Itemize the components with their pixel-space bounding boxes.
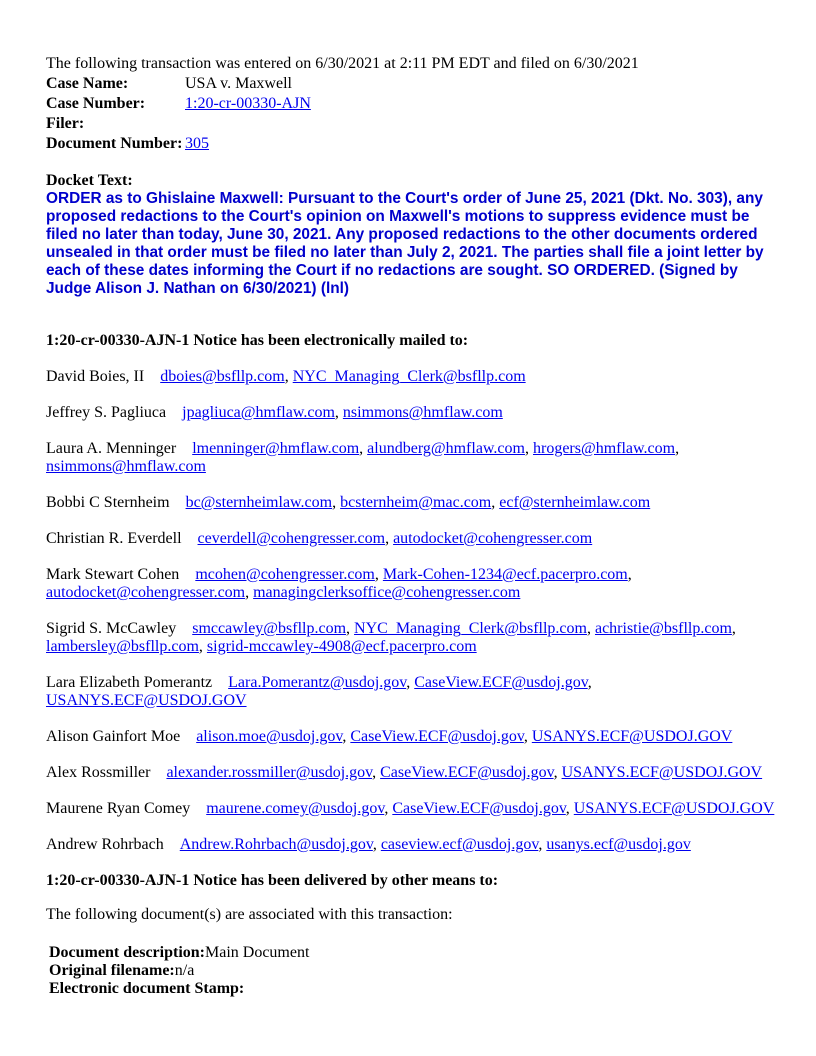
recipient-email-link[interactable]: usanys.ecf@usdoj.gov [546,836,691,853]
recipient-name: Andrew Rohrbach [46,836,164,853]
recipient-email-link[interactable]: jpagliuca@hmflaw.com [182,404,335,421]
recipient-entry: Andrew Rohrbach Andrew.Rohrbach@usdoj.gov, caseview.ecf@usdoj.gov, usanys.ecf@usdoj.gov [46,836,691,853]
recipient-name: Laura A. Menninger [46,440,177,457]
recipient-email-link[interactable]: sigrid-mccawley-4908@ecf.pacerpro.com [206,638,477,655]
recipient-entry: Jeffrey S. Pagliuca jpagliuca@hmflaw.com, nsimmons@hmflaw.com [46,404,503,421]
document-stamp-label: Electronic document Stamp: [49,980,245,997]
document-number-link[interactable]: 305 [185,135,209,152]
recipient-email-link[interactable]: caseview.ecf@usdoj.gov [380,836,539,853]
recipient-email-link[interactable]: achristie@bsfllp.com [594,620,732,637]
recipient-email-link[interactable]: ceverdell@cohengresser.com [197,530,386,547]
recipient-entry: Sigrid S. McCawley smccawley@bsfllp.com, NYC_Managing_Clerk@bsfllp.com, achristie@bsfllp.com, lambersley@bsfllp.com, sigrid-mccawley-4908@ecf.pacerpro.com [46,620,736,655]
case-name-label: Case Name: [46,75,129,92]
recipient-entry: Christian R. Everdell ceverdell@cohengresser.com, autodocket@cohengresser.com [46,530,593,547]
recipient-email-link[interactable]: USANYS.ECF@USDOJ.GOV [531,728,733,745]
recipient-entry: Maurene Ryan Comey maurene.comey@usdoj.gov, CaseView.ECF@usdoj.gov, USANYS.ECF@USDOJ.GOV [46,800,775,817]
document-description-label: Document description: [49,944,205,961]
recipient-name: Alison Gainfort Moe [46,728,181,745]
document-number-row [46,134,311,154]
other-means-heading: 1:20-cr-00330-AJN-1 Notice has been delivered by other means to: [46,872,499,889]
case-name-value: USA v. Maxwell [185,75,292,92]
recipient-email-link[interactable]: bcsternheim@mac.com [340,494,492,511]
recipient-email-link[interactable]: CaseView.ECF@usdoj.gov [414,674,588,691]
filer-value [185,114,311,134]
recipient-email-link[interactable]: alundberg@hmflaw.com [367,440,525,457]
notice-page [46,55,786,998]
recipient-entry: Alison Gainfort Moe alison.moe@usdoj.gov, CaseView.ECF@usdoj.gov, USANYS.ECF@USDOJ.GOV [46,728,733,745]
recipient-name: Christian R. Everdell [46,530,182,547]
recipient-email-link[interactable]: nsimmons@hmflaw.com [342,404,503,421]
transaction-intro: The following transaction was entered on 6/30/2021 at 2:11 PM EDT and filed on 6/30/2021 [46,55,639,72]
recipient-entry: David Boies, II dboies@bsfllp.com, NYC_Managing_Clerk@bsfllp.com [46,368,526,385]
recipient-email-link[interactable]: nsimmons@hmflaw.com [46,458,206,475]
docket-text: ORDER as to Ghislaine Maxwell: Pursuant to the Court's order of June 25, 2021 (Dkt. No. 303), any proposed redactions to the Court's opinion on Maxwell's motions to suppress evidence must be filed no later than today, June 30, 2021. Any proposed redactions to the other documents ordered unsealed in that order must be filed no later than July 2, 2021. The parties shall file a joint letter by each of these dates informing the Court if no redactions are sought. SO ORDERED. (Signed by Judge Alison J. Nathan on 6/30/2021) (lnl) [46,190,764,297]
filer-label: Filer: [46,115,85,132]
recipient-email-link[interactable]: lambersley@bsfllp.com [46,638,199,655]
document-number-label: Document Number: [46,135,183,152]
document-description-value: Main Document [204,944,310,961]
docket-text-label: Docket Text: [46,172,133,189]
recipient-name: Sigrid S. McCawley [46,620,177,637]
recipient-email-link[interactable]: NYC_Managing_Clerk@bsfllp.com [354,620,587,637]
recipient-email-link[interactable]: lmenninger@hmflaw.com [192,440,360,457]
case-info-table [46,74,311,154]
recipient-email-link[interactable]: CaseView.ECF@usdoj.gov [380,764,554,781]
recipient-entry: Lara Elizabeth Pomerantz Lara.Pomerantz@usdoj.gov, CaseView.ECF@usdoj.gov, USANYS.ECF@USDOJ.GOV [46,674,592,709]
recipient-name: Mark Stewart Cohen [46,566,180,583]
recipient-email-link[interactable]: maurene.comey@usdoj.gov [206,800,385,817]
recipient-name: David Boies, II [46,368,145,385]
recipient-name: Alex Rossmiller [46,764,151,781]
recipient-email-link[interactable]: alison.moe@usdoj.gov [196,728,343,745]
case-number-row [46,94,311,114]
recipient-email-link[interactable]: CaseView.ECF@usdoj.gov [392,800,566,817]
recipient-email-link[interactable]: bc@sternheimlaw.com [185,494,333,511]
recipient-entry: Laura A. Menninger lmenninger@hmflaw.com, alundberg@hmflaw.com, hrogers@hmflaw.com, nsimmons@hmflaw.com [46,440,680,475]
recipient-name: Bobbi C Sternheim [46,494,170,511]
recipient-list [46,368,786,854]
recipient-email-link[interactable]: USANYS.ECF@USDOJ.GOV [573,800,775,817]
recipient-email-link[interactable]: alexander.rossmiller@usdoj.gov [166,764,373,781]
filer-row [46,114,311,134]
recipient-email-link[interactable]: hrogers@hmflaw.com [532,440,676,457]
case-number-label: Case Number: [46,95,146,112]
recipient-email-link[interactable]: autodocket@cohengresser.com [46,584,246,601]
original-filename-value: n/a [174,962,195,979]
recipient-email-link[interactable]: autodocket@cohengresser.com [393,530,593,547]
recipient-entry: Bobbi C Sternheim bc@sternheimlaw.com, bcsternheim@mac.com, ecf@sternheimlaw.com [46,494,651,511]
associated-documents-text: The following document(s) are associated with this transaction: [46,906,453,923]
recipient-email-link[interactable]: Andrew.Rohrbach@usdoj.gov [179,836,373,853]
recipient-name: Lara Elizabeth Pomerantz [46,674,213,691]
recipient-email-link[interactable]: smccawley@bsfllp.com [192,620,347,637]
case-name-row [46,74,311,94]
recipient-email-link[interactable]: Lara.Pomerantz@usdoj.gov [228,674,407,691]
recipient-email-link[interactable]: USANYS.ECF@USDOJ.GOV [46,692,247,709]
recipient-email-link[interactable]: managingclerksoffice@cohengresser.com [253,584,521,601]
recipient-email-link[interactable]: mcohen@cohengresser.com [195,566,375,583]
mailed-heading: 1:20-cr-00330-AJN-1 Notice has been electronically mailed to: [46,332,469,349]
recipient-name: Maurene Ryan Comey [46,800,191,817]
original-filename-label: Original filename: [49,962,175,979]
recipient-entry: Mark Stewart Cohen mcohen@cohengresser.com, Mark-Cohen-1234@ecf.pacerpro.com, autodocket@cohengresser.com, managingclerksoffice@cohengresser.com [46,566,632,601]
recipient-email-link[interactable]: dboies@bsfllp.com [160,368,285,385]
recipient-email-link[interactable]: CaseView.ECF@usdoj.gov [350,728,524,745]
document-details [46,944,786,998]
recipient-email-link[interactable]: USANYS.ECF@USDOJ.GOV [561,764,763,781]
recipient-email-link[interactable]: Mark-Cohen-1234@ecf.pacerpro.com [382,566,628,583]
recipient-email-link[interactable]: ecf@sternheimlaw.com [499,494,651,511]
recipient-email-link[interactable]: NYC_Managing_Clerk@bsfllp.com [292,368,526,385]
recipient-name: Jeffrey S. Pagliuca [46,404,167,421]
case-number-link[interactable]: 1:20-cr-00330-AJN [185,95,311,112]
recipient-entry: Alex Rossmiller alexander.rossmiller@usdoj.gov, CaseView.ECF@usdoj.gov, USANYS.ECF@USDOJ.GOV [46,764,763,781]
